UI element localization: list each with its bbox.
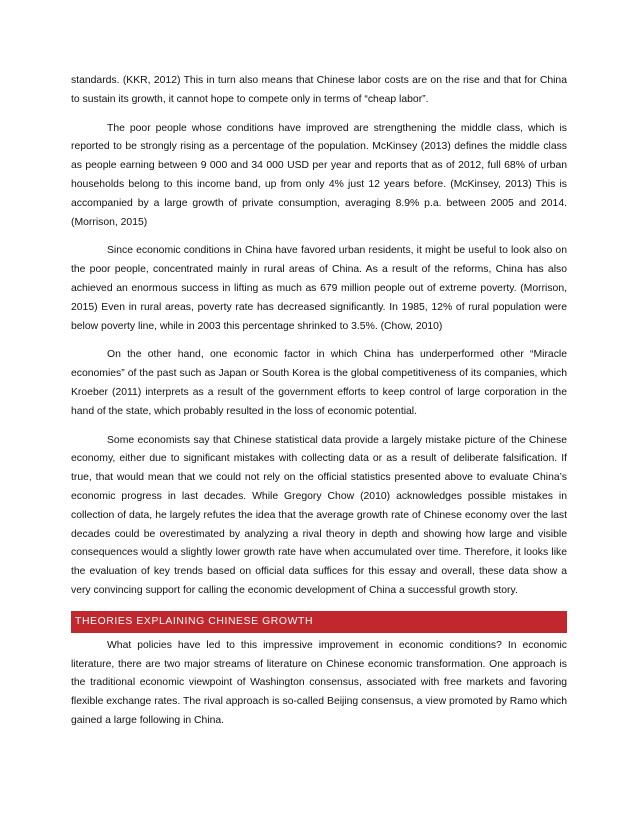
paragraph-theories-intro: What policies have led to this impressive improvement in economic conditions? In economic literature, there are two major streams of literature on Chinese economic transformation. One approach is the traditional economic viewpoint of Washington consensus, associated with free markets and favoring flexible exchange rates. The rival approach is so-called Beijing consensus, a view promoted by Ramo which gained a large following in China. [71,639,567,726]
document-page [71,72,567,741]
paragraph-competitiveness: On the other hand, one economic factor in which China has underperformed other “Miracle economies” of the past such as Japan or South Korea is the global competitiveness of its companies, which Kroeber (2011) interprets as a result of the government efforts to keep control of large corporation in the hand of the state, which probably resulted in the loss of economic potential. [71,349,567,417]
paragraph-middle-class: The poor people whose conditions have improved are strengthening the middle class, which is reported to be strongly rising as a percentage of the population. McKinsey (2013) defines the middle class as people earning between 9 000 and 34 000 USD per year and reports that as of 2012, full 68% of urban households belong to this income band, up from only 4% just 12 years before. (McKinsey, 2013) This is accompanied by a large growth of private consumption, averaging 8.9% p.a. between 2005 and 2014. (Morrison, 2015) [71,122,567,228]
paragraph-statistical-data: Some economists say that Chinese statistical data provide a largely mistake picture of the Chinese economy, either due to significant mistakes with collecting data or as a result of deliberate falsification. If true, that would mean that we could not rely on the official statistics presented above to evaluate China’s economic progress in last decades. While Gregory Chow (2010) acknowledges possible mistakes in collection of data, he largely refutes the idea that the average growth rate of Chinese economy over the last decades could be overestimated by analyzing a rival theory in depth and showing how large and visible consequences would a slightly lower growth rate have when accumulated over time. Therefore, it looks like the evaluation of key trends based on official data suffices for this essay and overall, these data show a very convincing support for calling the economic development of China a successful growth story. [71,434,567,596]
section-heading-theories: THEORIES EXPLAINING CHINESE GROWTH [71,611,567,633]
paragraph-rural-poverty: Since economic conditions in China have favored urban residents, it might be useful to look also on the poor people, concentrated mainly in rural areas of China. As a result of the reforms, China has also achieved an enormous success in lifting as much as 679 million people out of extreme poverty. (Morrison, 2015) Even in rural areas, poverty rate has decreased significantly. In 1985, 12% of rural population were below poverty line, while in 2003 this percentage shrinked to 3.5%. (Chow, 2010) [71,245,567,332]
paragraph-continuation: standards. (KKR, 2012) This in turn also means that Chinese labor costs are on the rise and that for China to sustain its growth, it cannot hope to compete only in terms of “cheap labor”. [71,75,567,105]
